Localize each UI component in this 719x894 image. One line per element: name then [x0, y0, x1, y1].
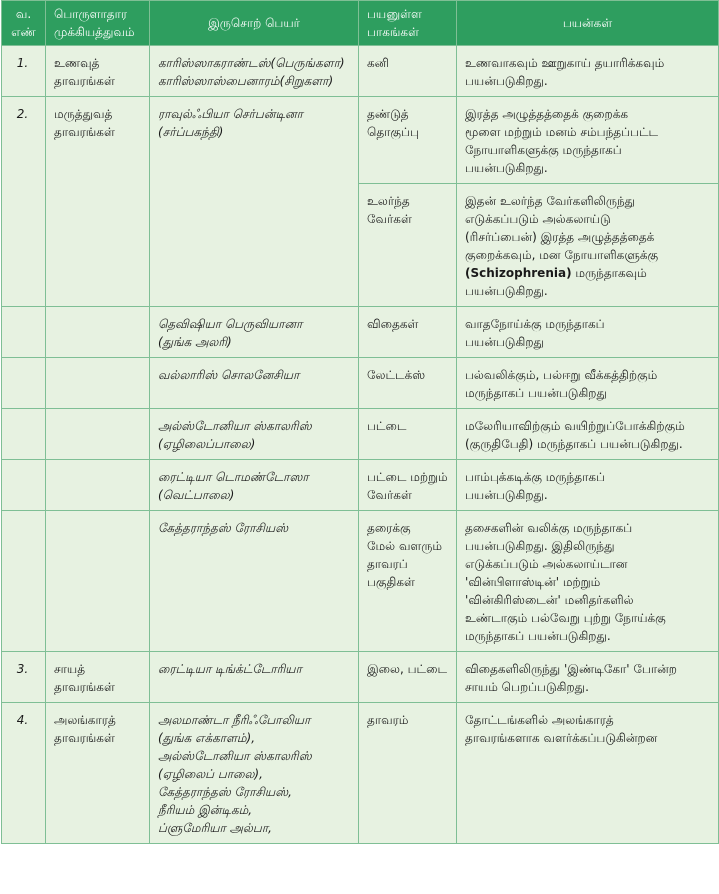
table-row	[2, 307, 719, 358]
binomial-line: வல்லாரிஸ் சொலனேசியா	[158, 368, 300, 382]
part-text: தாவரம்	[367, 713, 409, 727]
use-line: பயன்படுகிறது. இதிலிருந்து	[465, 539, 615, 553]
binomial-cell	[150, 358, 359, 409]
header-importance-line-2: முக்கியத்துவம்	[54, 25, 135, 39]
part-line: பகுதிகள்	[367, 575, 415, 589]
header-economic-importance	[46, 1, 150, 46]
category-line: தாவரங்கள்	[54, 731, 115, 745]
use-line: (ரிசர்ப்பைன்) இரத்த அழுத்தத்தைக்	[465, 230, 655, 244]
header-useful-parts	[359, 1, 457, 46]
table-row	[2, 703, 719, 844]
part-line: உலர்ந்த	[367, 194, 410, 208]
serial-number-cell	[2, 358, 46, 409]
header-serial-line-1: வ.	[15, 7, 32, 21]
header-uses-text: பயன்கள்	[562, 16, 613, 30]
use-line: வாதநோய்க்கு மருந்தாகப்	[465, 317, 605, 331]
serial-number-cell	[2, 97, 46, 307]
use-line: (குருதிபேதி) மருந்தாகப் பயன்படுகிறது.	[465, 437, 683, 451]
binomial-cell	[150, 652, 359, 703]
binomial-line: தெவிஷியா பெருவியானா	[158, 317, 303, 331]
use-line: இரத்த அழுத்தத்தைக் குறைக்க	[465, 107, 629, 121]
category-cell	[46, 97, 150, 307]
binomial-line: ராவுல்ஃபியா செர்பன்டினா	[158, 107, 303, 121]
serial-number-cell	[2, 307, 46, 358]
part-text: கனி	[367, 56, 390, 70]
use-line: 'வின்கிரிஸ்டைன்' மனிதர்களில்	[465, 593, 634, 607]
serial-number-cell	[2, 652, 46, 703]
use-cell	[457, 184, 719, 307]
use-line: 'வின்பிளாஸ்டின்' மற்றும்	[465, 575, 601, 589]
category-line: உணவுத்	[54, 56, 100, 70]
table-row	[2, 409, 719, 460]
table-row	[2, 46, 719, 97]
serial-number-cell	[2, 460, 46, 511]
header-serial-number	[2, 1, 46, 46]
part-cell	[359, 358, 457, 409]
binomial-line: ப்ளுமேரியா அல்பா,	[158, 821, 272, 835]
category-line: அலங்காரத்	[54, 713, 116, 727]
part-line: வேர்கள்	[367, 212, 412, 226]
binomial-line: (ஏழிலைப் பாலை),	[158, 767, 263, 781]
use-line: எடுக்கப்படும் அல்கலாய்டான	[465, 557, 628, 571]
table-row	[2, 460, 719, 511]
use-line: நோயாளிகளுக்கு மருந்தாகப்	[465, 143, 622, 157]
serial-number-cell	[2, 409, 46, 460]
schizophrenia-term: (Schizophrenia)	[465, 266, 572, 280]
use-line: இதன் உலர்ந்த வேர்களிலிருந்து	[465, 194, 636, 208]
category-cell	[46, 511, 150, 652]
use-cell	[457, 652, 719, 703]
binomial-line: காரிஸ்ஸாஸ்பைனாரம்(சிறுகளா)	[158, 74, 334, 88]
use-line: பயன்படுகிறது	[465, 335, 544, 349]
use-line: தசைகளின் வலிக்கு மருந்தாகப்	[465, 521, 633, 535]
binomial-cell	[150, 307, 359, 358]
binomial-line: அல்ஸ்டோனியா ஸ்காலரிஸ்	[158, 419, 312, 433]
part-text: விதைகள்	[367, 317, 419, 331]
category-line: சாயத்	[54, 662, 86, 676]
use-line: உணவாகவும் ஊறுகாய் தயாரிக்கவும்	[465, 56, 665, 70]
part-line: வேர்கள்	[367, 488, 412, 502]
part-line: மேல் வளரும்	[367, 539, 443, 553]
part-line: பட்டை மற்றும்	[367, 470, 448, 484]
plant-uses-table	[1, 0, 719, 844]
header-serial-line-2: எண்	[11, 25, 36, 39]
use-line: குறைக்கவும், மன நோயாளிகளுக்கு	[465, 248, 659, 262]
header-binomial-name	[150, 1, 359, 46]
category-line: தாவரங்கள்	[54, 125, 115, 139]
part-text: லேட்டக்ஸ்	[367, 368, 426, 382]
part-cell	[359, 409, 457, 460]
use-line: தாவரங்களாக வளர்க்கப்படுகின்றன	[465, 731, 658, 745]
category-cell	[46, 460, 150, 511]
binomial-line: நீரியம் இன்டிகம்,	[158, 803, 253, 817]
binomial-line: (சர்ப்பகந்தி)	[158, 125, 224, 139]
use-line: உண்டாகும் பல்வேறு புற்று நோய்க்கு	[465, 611, 666, 625]
header-uses	[457, 1, 719, 46]
use-cell	[457, 307, 719, 358]
category-cell	[46, 358, 150, 409]
binomial-line: காரிஸ்ஸாகராண்டஸ்(பெருங்களா)	[158, 56, 345, 70]
header-parts-line-2: பாகங்கள்	[367, 25, 419, 39]
category-line: தாவரங்கள்	[54, 74, 115, 88]
category-cell	[46, 409, 150, 460]
category-cell	[46, 703, 150, 844]
part-cell	[359, 46, 457, 97]
binomial-line: (துங்க எக்காளம்),	[158, 731, 256, 745]
use-line: விதைகளிலிருந்து 'இண்டிகோ' போன்ற	[465, 662, 677, 676]
binomial-cell	[150, 46, 359, 97]
part-cell	[359, 511, 457, 652]
use-line: தோட்டங்களில் அலங்காரத்	[465, 713, 614, 727]
use-cell	[457, 511, 719, 652]
binomial-line: (வெட்பாலை)	[158, 488, 235, 502]
use-line	[465, 264, 712, 282]
category-line: மருத்துவத்	[54, 107, 113, 121]
part-line: தாவரப்	[367, 557, 408, 571]
use-line: மருந்தாகப் பயன்படுகிறது.	[465, 629, 611, 643]
part-cell	[359, 652, 457, 703]
part-line: தரைக்கு	[367, 521, 411, 535]
part-cell	[359, 97, 457, 184]
part-text: பட்டை	[367, 419, 407, 433]
serial-number-cell	[2, 511, 46, 652]
use-line: மலேரியாவிற்கும் வயிற்றுப்போக்கிற்கும்	[465, 419, 685, 433]
part-cell	[359, 184, 457, 307]
part-cell	[359, 460, 457, 511]
binomial-line: கேத்தராந்தஸ் ரோசியஸ்,	[158, 785, 292, 799]
part-cell	[359, 703, 457, 844]
use-line: பயன்படுகிறது.	[465, 284, 548, 298]
header-binomial-text: இருசொற் பெயர்	[208, 16, 300, 30]
serial-number-cell	[2, 46, 46, 97]
use-cell	[457, 460, 719, 511]
header-importance-line-1: பொருளாதார	[54, 7, 128, 21]
serial-number: 4.	[16, 713, 29, 727]
serial-number: 1.	[16, 56, 29, 70]
category-line: தாவரங்கள்	[54, 680, 115, 694]
binomial-cell	[150, 460, 359, 511]
plant-uses-table-wrapper	[1, 0, 718, 844]
category-cell	[46, 652, 150, 703]
part-line: தொகுப்பு	[367, 125, 419, 139]
binomial-cell	[150, 511, 359, 652]
use-line: மூளை மற்றும் மனம் சம்பந்தப்பட்ட	[465, 125, 659, 139]
part-text: இலை, பட்டை	[367, 662, 448, 676]
table-row	[2, 97, 719, 184]
use-line: எடுக்கப்படும் அல்கலாய்டு	[465, 212, 611, 226]
binomial-line: (துங்க அலரி)	[158, 335, 232, 349]
binomial-line: கேத்தராந்தஸ் ரோசியஸ்	[158, 521, 289, 535]
binomial-line: அலமாண்டா நீரிஃபோலியா	[158, 713, 311, 727]
table-row	[2, 511, 719, 652]
serial-number: 3.	[16, 662, 29, 676]
serial-number: 2.	[16, 107, 29, 121]
use-line-continuation: மருந்தாகவும்	[571, 266, 647, 280]
use-line: பயன்படுகிறது.	[465, 488, 548, 502]
table-row	[2, 652, 719, 703]
binomial-cell	[150, 703, 359, 844]
use-cell	[457, 97, 719, 184]
use-line: பாம்புக்கடிக்கு மருந்தாகப்	[465, 470, 605, 484]
use-line: பல்வலிக்கும், பல்ஈறு வீக்கத்திற்கும்	[465, 368, 658, 382]
binomial-line: ரைட்டியா டிங்க்ட்டோரியா	[158, 662, 302, 676]
serial-number-cell	[2, 703, 46, 844]
part-line: தண்டுத்	[367, 107, 409, 121]
binomial-line: அல்ஸ்டோனியா ஸ்காலரிஸ்	[158, 749, 312, 763]
use-line: மருந்தாகப் பயன்படுகிறது	[465, 386, 607, 400]
use-cell	[457, 409, 719, 460]
binomial-cell	[150, 409, 359, 460]
use-cell	[457, 703, 719, 844]
header-parts-line-1: பயனுள்ள	[367, 7, 422, 21]
category-cell	[46, 307, 150, 358]
header-row	[2, 1, 719, 46]
category-cell	[46, 46, 150, 97]
table-row	[2, 358, 719, 409]
part-cell	[359, 307, 457, 358]
use-cell	[457, 358, 719, 409]
binomial-line: (ஏழிலைப்பாலை)	[158, 437, 256, 451]
use-line: பயன்படுகிறது.	[465, 161, 548, 175]
binomial-cell	[150, 97, 359, 307]
binomial-line: ரைட்டியா டொமண்டோஸா	[158, 470, 309, 484]
use-line: பயன்படுகிறது.	[465, 74, 548, 88]
use-line: சாயம் பெறப்படுகிறது.	[465, 680, 589, 694]
use-cell	[457, 46, 719, 97]
